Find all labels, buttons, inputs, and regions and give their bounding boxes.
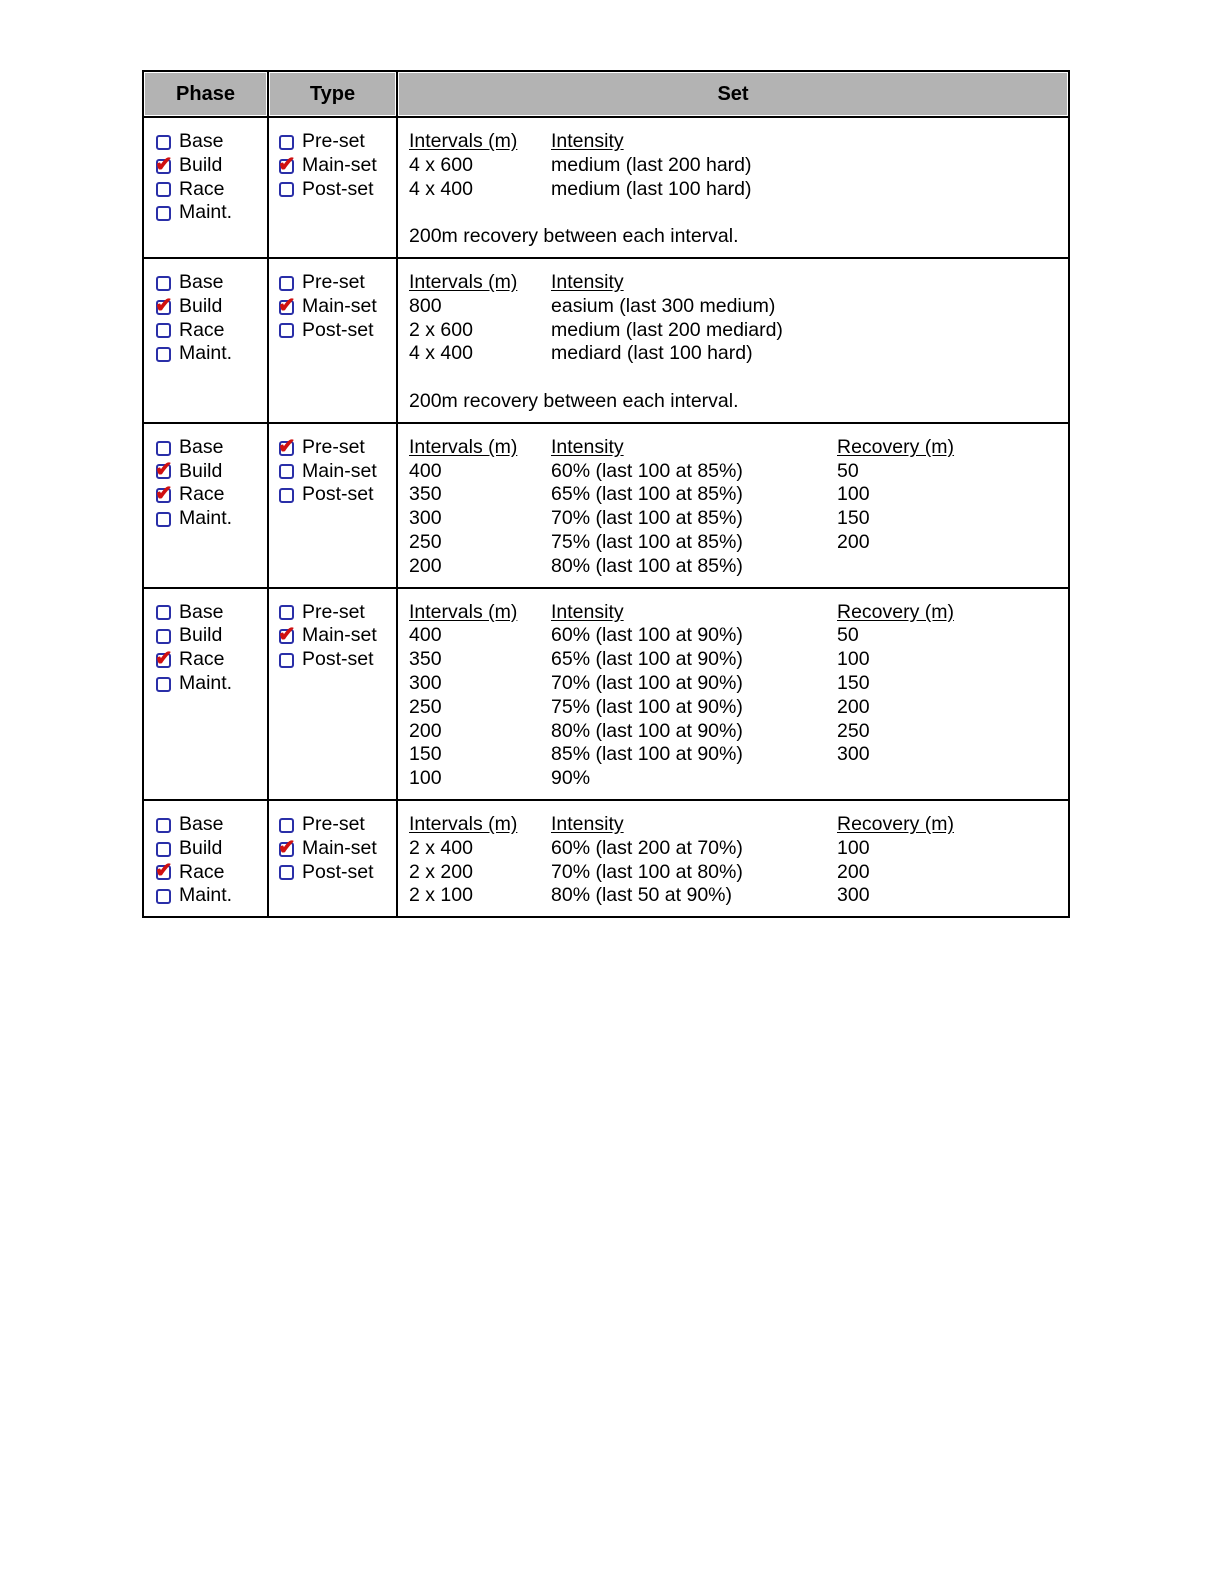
set-value: 4 x 400 <box>409 342 473 365</box>
set-value: 65% (last 100 at 85%) <box>551 483 743 506</box>
checkbox-icon[interactable] <box>156 347 171 362</box>
checked-checkbox-icon[interactable] <box>155 647 173 671</box>
checkbox-icon[interactable] <box>279 182 294 197</box>
phase-option-label: Race <box>179 648 225 671</box>
check-mark-icon: ✔ <box>278 152 296 176</box>
set-line <box>409 720 1060 744</box>
set-line <box>409 696 1060 720</box>
set-value: 80% (last 50 at 90%) <box>551 884 733 907</box>
phase-option-label: Base <box>179 812 224 835</box>
set-value: 60% (last 100 at 85%) <box>551 459 743 482</box>
set-value: 80% (last 100 at 85%) <box>551 554 743 577</box>
type-option[interactable] <box>279 178 396 202</box>
type-option-label: Main-set <box>302 836 377 859</box>
set-value: 200 <box>837 860 870 883</box>
phase-option-label: Maint. <box>179 342 233 365</box>
set-value: 150 <box>409 743 442 766</box>
phase-option[interactable] <box>156 672 267 696</box>
set-line <box>409 342 1060 366</box>
set-value: 100 <box>409 767 442 790</box>
set-value: 350 <box>409 483 442 506</box>
set-column-header: Recovery (m) <box>837 600 955 623</box>
checkbox-icon[interactable] <box>156 135 171 150</box>
checked-checkbox-icon[interactable] <box>278 835 296 859</box>
checked-checkbox-icon[interactable] <box>155 859 173 883</box>
checked-checkbox-icon[interactable] <box>278 434 296 458</box>
type-option[interactable] <box>279 601 396 625</box>
checked-checkbox-icon[interactable] <box>278 152 296 176</box>
set-value: 75% (last 100 at 90%) <box>551 695 743 718</box>
phase-option[interactable] <box>156 436 267 460</box>
type-option-label: Main-set <box>302 459 377 482</box>
set-value: 2 x 400 <box>409 836 473 859</box>
set-column-header: Intervals (m) <box>409 130 518 152</box>
phase-option-label: Build <box>179 153 223 176</box>
phase-option-label: Race <box>179 483 225 506</box>
phase-option-label: Build <box>179 836 223 859</box>
set-column-header: Intervals (m) <box>409 435 518 458</box>
checkbox-icon[interactable] <box>156 629 171 644</box>
set-line <box>409 743 1060 767</box>
set-header: Set <box>397 71 1069 117</box>
set-value: 150 <box>837 507 870 530</box>
set-value: 300 <box>409 671 442 694</box>
set-line <box>409 555 1060 579</box>
set-value: 4 x 400 <box>409 177 473 200</box>
set-value: 200 <box>837 695 870 718</box>
set-value: 90% <box>551 767 591 790</box>
checked-checkbox-icon[interactable] <box>155 152 173 176</box>
checkbox-icon[interactable] <box>156 889 171 904</box>
type-cell <box>268 258 397 423</box>
set-cell <box>397 258 1069 423</box>
phase-cell <box>143 423 268 588</box>
set-line <box>409 861 1060 885</box>
type-option-label: Pre-set <box>302 130 365 152</box>
type-option[interactable] <box>279 861 396 885</box>
phase-option[interactable] <box>156 154 267 178</box>
phase-option-label: Race <box>179 860 225 883</box>
type-option-label: Pre-set <box>302 435 365 458</box>
phase-option-label: Build <box>179 459 223 482</box>
checkbox-icon[interactable] <box>279 488 294 503</box>
set-value: 250 <box>409 530 442 553</box>
type-option-label: Main-set <box>302 624 377 647</box>
type-option[interactable] <box>279 271 396 295</box>
checkbox-icon[interactable] <box>279 653 294 668</box>
checkbox-icon[interactable] <box>156 441 171 456</box>
set-value: medium (last 200 mediard) <box>551 318 783 341</box>
checkbox-icon[interactable] <box>279 605 294 620</box>
set-value <box>837 767 1037 791</box>
set-value: medium (last 100 hard) <box>551 177 752 200</box>
table-row <box>143 117 1069 258</box>
check-mark-icon: ✔ <box>155 152 173 176</box>
set-value: 300 <box>409 507 442 530</box>
set-value: 2 x 100 <box>409 884 473 907</box>
set-cell <box>397 800 1069 917</box>
type-option-label: Pre-set <box>302 270 365 293</box>
checkbox-icon[interactable] <box>279 464 294 479</box>
workout-sets-table <box>142 70 1070 918</box>
checked-checkbox-icon[interactable] <box>155 293 173 317</box>
checkbox-icon[interactable] <box>279 276 294 291</box>
set-column-header: Recovery (m) <box>837 435 955 458</box>
set-column-header: Intensity <box>551 600 624 623</box>
check-mark-icon: ✔ <box>278 835 296 859</box>
set-column-headers <box>409 601 1060 625</box>
set-value: 2 x 200 <box>409 860 473 883</box>
type-option[interactable] <box>279 295 396 319</box>
set-line <box>409 648 1060 672</box>
set-value: 350 <box>409 648 442 671</box>
checked-checkbox-icon[interactable] <box>155 482 173 506</box>
phase-option[interactable] <box>156 601 267 625</box>
set-value: 100 <box>837 648 870 671</box>
table-row <box>143 423 1069 588</box>
set-column-header: Intervals (m) <box>409 600 518 623</box>
checkbox-icon[interactable] <box>156 512 171 527</box>
set-cell <box>397 423 1069 588</box>
set-value: 75% (last 100 at 85%) <box>551 530 743 553</box>
check-mark-icon: ✔ <box>278 293 296 317</box>
set-line <box>409 531 1060 555</box>
phase-option[interactable] <box>156 201 267 225</box>
type-option-label: Post-set <box>302 860 374 883</box>
check-mark-icon: ✔ <box>155 458 173 482</box>
phase-cell <box>143 800 268 917</box>
checkbox-icon[interactable] <box>156 182 171 197</box>
type-option-label: Post-set <box>302 177 374 200</box>
phase-option-label: Build <box>179 294 223 317</box>
phase-option[interactable] <box>156 178 267 202</box>
type-option[interactable] <box>279 130 396 154</box>
set-value: 70% (last 100 at 90%) <box>551 671 743 694</box>
type-option-label: Post-set <box>302 318 374 341</box>
set-value <box>837 555 1037 579</box>
type-option-label: Main-set <box>302 153 377 176</box>
phase-option[interactable] <box>156 130 267 154</box>
set-value: mediard (last 100 hard) <box>551 342 753 365</box>
type-option-label: Post-set <box>302 483 374 506</box>
set-value: 400 <box>409 624 442 647</box>
type-option[interactable] <box>279 624 396 648</box>
set-column-header: Recovery (m) <box>837 812 955 835</box>
type-cell <box>268 423 397 588</box>
phase-option-label: Maint. <box>179 201 233 224</box>
check-mark-icon: ✔ <box>155 859 173 883</box>
set-line <box>409 624 1060 648</box>
set-value: 50 <box>837 624 859 647</box>
check-mark-icon: ✔ <box>155 482 173 506</box>
phase-option-label: Base <box>179 600 224 623</box>
type-option-label: Pre-set <box>302 600 365 623</box>
phase-header: Phase <box>143 71 268 117</box>
phase-option[interactable] <box>156 861 267 885</box>
checkbox-icon[interactable] <box>156 323 171 338</box>
check-mark-icon: ✔ <box>278 434 296 458</box>
set-value: 60% (last 100 at 90%) <box>551 624 743 647</box>
set-cell <box>397 117 1069 258</box>
type-option[interactable] <box>279 460 396 484</box>
check-mark-icon: ✔ <box>155 647 173 671</box>
type-cell <box>268 800 397 917</box>
set-line <box>409 295 1060 319</box>
checkbox-icon[interactable] <box>279 818 294 833</box>
set-value: 50 <box>837 459 859 482</box>
set-column-header: Intensity <box>551 270 624 293</box>
set-line <box>409 884 1060 908</box>
set-line <box>409 672 1060 696</box>
checkbox-icon[interactable] <box>156 818 171 833</box>
type-option-label: Main-set <box>302 294 377 317</box>
checkbox-icon[interactable] <box>156 276 171 291</box>
check-mark-icon: ✔ <box>278 623 296 647</box>
set-value: 250 <box>409 695 442 718</box>
phase-option-label: Maint. <box>179 884 233 907</box>
set-value: easium (last 300 medium) <box>551 294 776 317</box>
set-value: 300 <box>837 884 870 907</box>
set-value: 2 x 600 <box>409 318 473 341</box>
set-value: 70% (last 100 at 85%) <box>551 507 743 530</box>
set-line <box>409 837 1060 861</box>
type-option-label: Post-set <box>302 648 374 671</box>
set-note: 200m recovery between each interval. <box>409 225 739 248</box>
checked-checkbox-icon[interactable] <box>278 623 296 647</box>
table-row <box>143 800 1069 917</box>
phase-option-label: Build <box>179 624 223 647</box>
phase-cell <box>143 117 268 258</box>
set-value: 800 <box>409 294 442 317</box>
set-value: 100 <box>837 836 870 859</box>
phase-option-label: Base <box>179 435 224 458</box>
type-option[interactable] <box>279 483 396 507</box>
set-column-headers <box>409 436 1060 460</box>
phase-cell <box>143 588 268 800</box>
phase-option[interactable] <box>156 648 267 672</box>
set-value: 100 <box>837 483 870 506</box>
phase-option[interactable] <box>156 884 267 908</box>
checkbox-icon[interactable] <box>156 842 171 857</box>
set-value: 250 <box>837 719 870 742</box>
type-option[interactable] <box>279 648 396 672</box>
set-line <box>409 507 1060 531</box>
type-header: Type <box>268 71 397 117</box>
type-option-label: Pre-set <box>302 812 365 835</box>
type-option[interactable] <box>279 837 396 861</box>
set-value: 85% (last 100 at 90%) <box>551 743 743 766</box>
set-column-header: Intervals (m) <box>409 812 518 835</box>
set-line <box>409 178 1060 202</box>
set-note: 200m recovery between each interval. <box>409 389 739 412</box>
set-column-header: Intensity <box>551 130 624 152</box>
checkbox-icon[interactable] <box>279 865 294 880</box>
checked-checkbox-icon[interactable] <box>278 293 296 317</box>
type-cell <box>268 588 397 800</box>
table-row <box>143 588 1069 800</box>
phase-cell <box>143 258 268 423</box>
checkbox-icon[interactable] <box>279 135 294 150</box>
type-cell <box>268 117 397 258</box>
type-option[interactable] <box>279 319 396 343</box>
phase-option[interactable] <box>156 342 267 366</box>
set-column-header: Intensity <box>551 435 624 458</box>
phase-option-label: Maint. <box>179 671 233 694</box>
set-line <box>409 767 1060 791</box>
set-column-headers <box>409 130 1060 154</box>
type-option[interactable] <box>279 436 396 460</box>
phase-option-label: Base <box>179 130 224 152</box>
type-option[interactable] <box>279 154 396 178</box>
set-value: medium (last 200 hard) <box>551 153 752 176</box>
phase-option[interactable] <box>156 624 267 648</box>
set-value: 80% (last 100 at 90%) <box>551 719 743 742</box>
set-line <box>409 483 1060 507</box>
set-value: 70% (last 100 at 80%) <box>551 860 743 883</box>
set-value: 60% (last 200 at 70%) <box>551 836 743 859</box>
table-row <box>143 258 1069 423</box>
phase-option[interactable] <box>156 319 267 343</box>
set-cell <box>397 588 1069 800</box>
checkbox-icon[interactable] <box>156 677 171 692</box>
set-value: 400 <box>409 459 442 482</box>
set-value: 200 <box>409 719 442 742</box>
phase-option-label: Race <box>179 318 225 341</box>
phase-option[interactable] <box>156 837 267 861</box>
phase-option[interactable] <box>156 460 267 484</box>
checkbox-icon[interactable] <box>156 206 171 221</box>
set-column-headers <box>409 813 1060 837</box>
table-body <box>143 117 1069 917</box>
set-value: 65% (last 100 at 90%) <box>551 648 743 671</box>
set-value: 150 <box>837 671 870 694</box>
type-option[interactable] <box>279 813 396 837</box>
phase-option[interactable] <box>156 813 267 837</box>
set-column-headers <box>409 271 1060 295</box>
phase-option-label: Maint. <box>179 507 233 530</box>
checkbox-icon[interactable] <box>279 323 294 338</box>
set-value: 300 <box>837 743 870 766</box>
header-row <box>143 71 1069 117</box>
phase-option-label: Race <box>179 177 225 200</box>
phase-option[interactable] <box>156 295 267 319</box>
phase-option[interactable] <box>156 483 267 507</box>
phase-option[interactable] <box>156 271 267 295</box>
set-line <box>409 319 1060 343</box>
set-value: 4 x 600 <box>409 153 473 176</box>
phase-option-label: Base <box>179 270 224 293</box>
set-line <box>409 460 1060 484</box>
set-line <box>409 154 1060 178</box>
set-value: 200 <box>409 554 442 577</box>
checkbox-icon[interactable] <box>156 605 171 620</box>
set-column-header: Intervals (m) <box>409 270 518 293</box>
set-column-header: Intensity <box>551 812 624 835</box>
set-value: 200 <box>837 530 870 553</box>
checked-checkbox-icon[interactable] <box>155 458 173 482</box>
check-mark-icon: ✔ <box>155 293 173 317</box>
phase-option[interactable] <box>156 507 267 531</box>
